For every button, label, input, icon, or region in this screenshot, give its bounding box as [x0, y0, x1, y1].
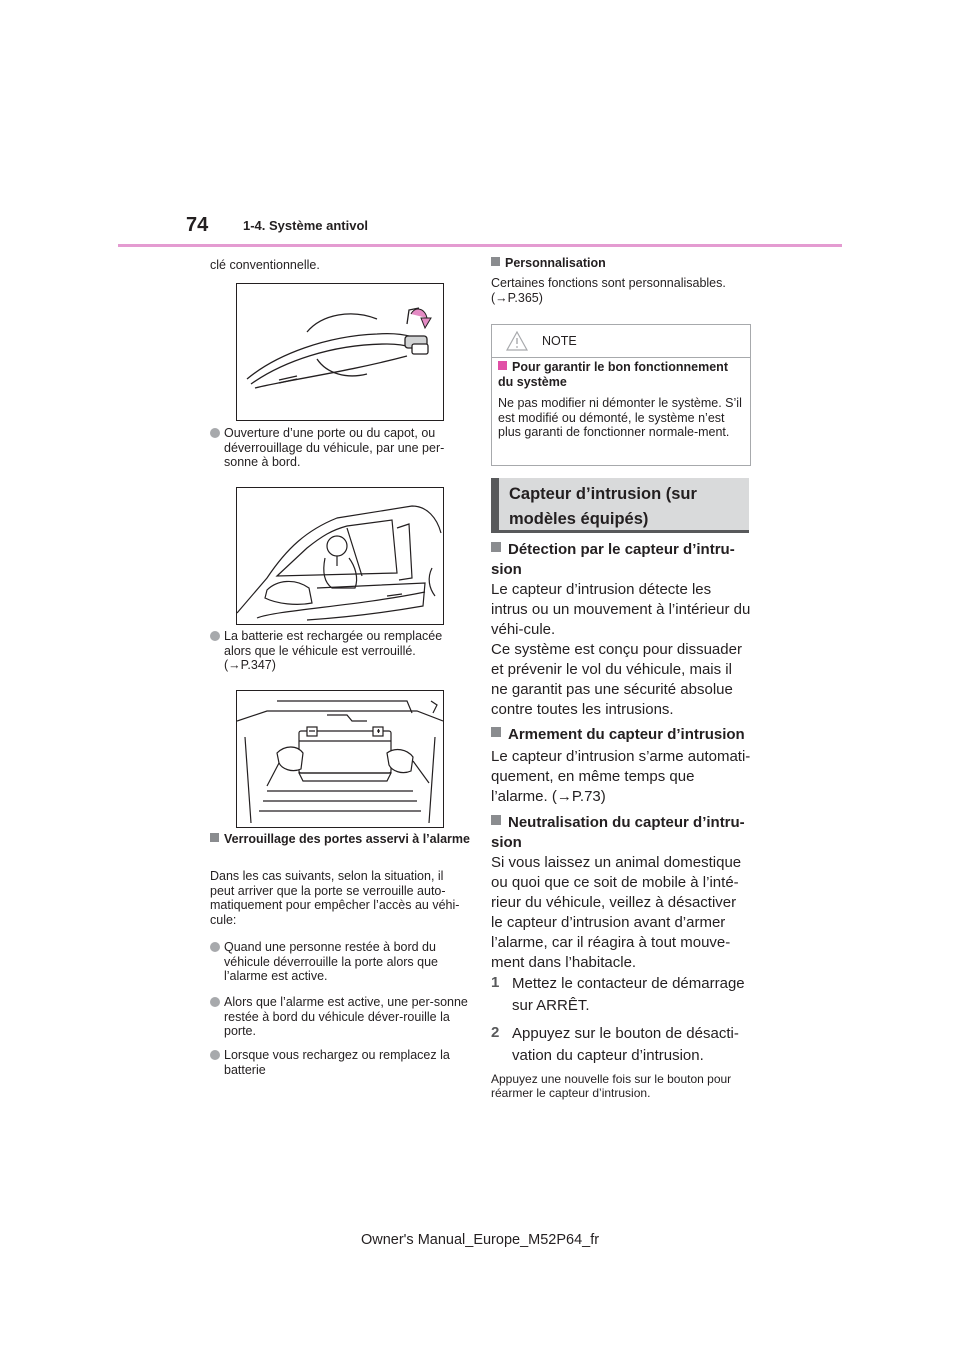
bullet-icon	[210, 997, 220, 1007]
bullet-icon	[210, 942, 220, 952]
header-rule	[118, 244, 842, 247]
step-number: 1	[491, 974, 500, 991]
battery-replacement-illustration	[236, 690, 444, 828]
square-bullet-icon	[491, 727, 501, 737]
bullet-icon	[210, 428, 220, 438]
bullet-item	[210, 426, 470, 476]
note-header	[492, 325, 750, 358]
step-text: Mettez le contacteur de démarrage sur ARRÊT.	[512, 975, 745, 1014]
bullet-item	[210, 629, 470, 683]
heading-personnalisation: Personnalisation	[491, 256, 751, 271]
bullet-item	[210, 940, 470, 988]
footer-text: Owner's Manual_Europe_M52P64_fr	[360, 1232, 600, 1248]
para-lock: Dans les cas suivants, selon la situation, il peut arriver que la porte se verrouille auto-matiquement pour empêcher l’accès au véhi-cule:	[210, 869, 460, 927]
bullet-item	[210, 1048, 470, 1080]
note-box	[491, 324, 751, 466]
bullet-icon	[210, 631, 220, 641]
step-number: 2	[491, 1024, 500, 1041]
section-title: 1-4. Système antivol	[243, 218, 368, 233]
warning-icon	[506, 331, 528, 351]
sub1-para-1: Le capteur d’intrusion détecte les intrus ou un mouvement à l’intérieur du véhi-cule.	[491, 581, 751, 638]
door-handle-illustration	[236, 283, 444, 421]
para-personnalisation: Certaines fonctions sont personnalisables. (→P.365)	[491, 276, 726, 305]
section-heading: Capteur d’intrusion (sur modèles équipés)	[491, 478, 749, 533]
sub3-heading: Neutralisation du capteur d’intru-sion	[491, 814, 745, 851]
final-note: Appuyez une nouvelle fois sur le bouton pour réarmer le capteur d’intrusion.	[491, 1072, 732, 1100]
bullet-icon	[210, 1050, 220, 1060]
square-bullet-icon	[498, 361, 507, 370]
note-label: NOTE	[542, 334, 577, 348]
square-bullet-icon	[491, 815, 501, 825]
note-body: Ne pas modifier ni démonter le système. S’il est modifié ou démonté, le système n’est plus garanti de fonctionner normale-ment.	[498, 396, 742, 439]
step-text: Appuyez sur le bouton de désacti-vation du capteur d’intrusion.	[512, 1025, 739, 1064]
sub3-para-1: Si vous laissez un animal domestique ou quoi que ce soit de mobile à l’inté-rieur du véhicule, veillez à désactiver le capteur d’intrusion avant d’armer l’alarme, car il réagira à tout mouve-ment dans l’habitacle.	[491, 854, 742, 971]
step-item	[491, 1023, 751, 1067]
bullet-text: Lorsque vous rechargez ou remplacez la batterie	[224, 1048, 450, 1077]
bullet-text: La batterie est rechargée ou remplacée alors que le véhicule est verrouillé. (→P.347)	[224, 629, 443, 672]
square-bullet-icon	[491, 257, 500, 266]
sub1-heading: Détection par le capteur d’intru-sion	[491, 541, 735, 578]
note-title: Pour garantir le bon fonctionnement du système	[498, 360, 728, 389]
bullet-text: Quand une personne restée à bord du véhicule déverrouille la porte alors que l’alarme est active.	[224, 940, 439, 983]
sub2-heading: Armement du capteur d’intrusion	[491, 725, 751, 745]
square-bullet-icon	[491, 542, 501, 552]
heading-lock: Verrouillage des portes asservi à l’alarme	[210, 832, 470, 847]
bullet-item	[210, 995, 470, 1043]
sub2-para-1: Le capteur d’intrusion s’arme automati-quement, en même temps que l’alarme. (→P.73)	[491, 748, 751, 805]
sub1-para-2: Ce système est conçu pour dissuader et prévenir le vol du véhicule, mais il ne garantit pas une sécurité absolue contre toutes les intrusions.	[491, 641, 742, 718]
bullet-text: Ouverture d’une porte ou du capot, ou déverrouillage du véhicule, par une per-sonne à bord.	[224, 426, 445, 469]
page-number: 74	[186, 214, 209, 236]
person-in-car-illustration	[236, 487, 444, 625]
step-item	[491, 973, 751, 1017]
intro-text: clé conventionnelle.	[210, 258, 320, 272]
bullet-text: Alors que l’alarme est active, une per-sonne restée à bord du véhicule déver-rouille la porte.	[224, 995, 468, 1038]
square-bullet-icon	[210, 833, 219, 842]
